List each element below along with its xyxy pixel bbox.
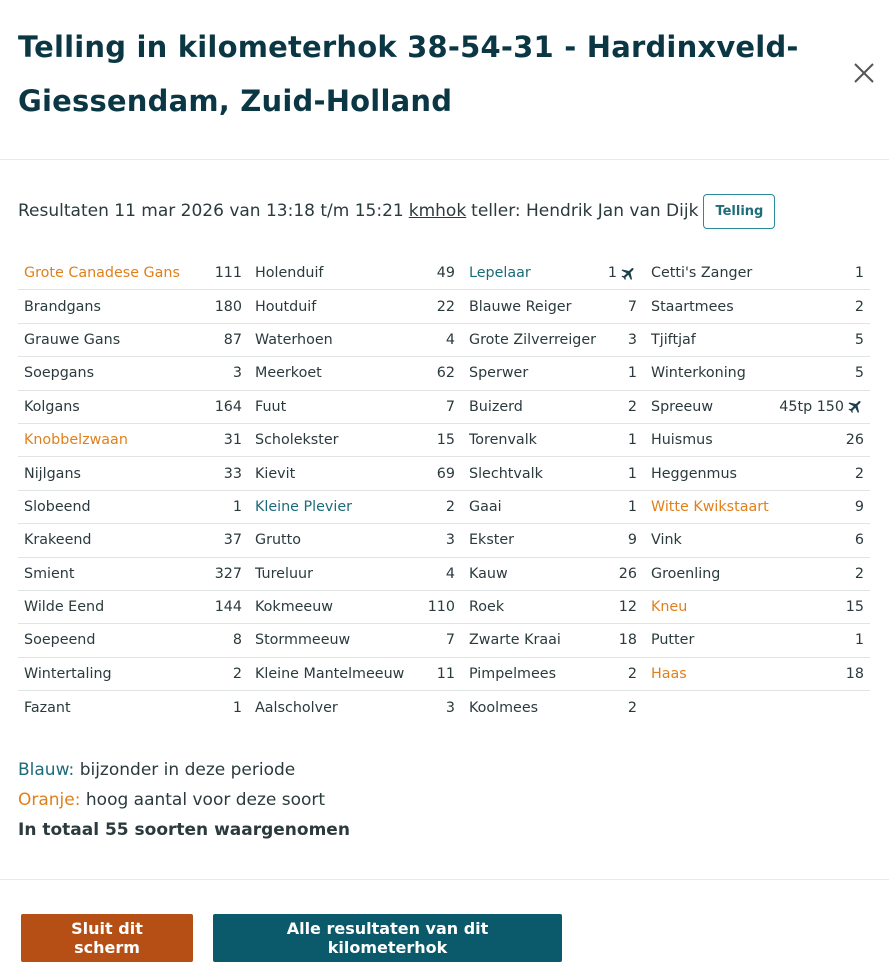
species-cell[interactable] xyxy=(248,558,462,590)
species-cell[interactable] xyxy=(644,524,870,556)
species-name: Slobeend xyxy=(24,498,91,515)
species-cell[interactable] xyxy=(462,391,644,423)
dialog-header xyxy=(0,0,889,160)
species-count-value: 45tp 150 xyxy=(779,398,844,415)
species-count-value: 8 xyxy=(232,632,242,649)
species-count xyxy=(437,299,455,315)
species-count-value: 18 xyxy=(618,632,637,649)
species-cell[interactable] xyxy=(18,658,248,690)
species-count xyxy=(233,700,242,716)
species-cell[interactable] xyxy=(18,324,248,356)
species-cell[interactable] xyxy=(462,558,644,590)
species-count-value: 2 xyxy=(627,699,637,716)
species-name: Waterhoen xyxy=(255,331,333,348)
species-count-value: 7 xyxy=(627,298,637,315)
species-cell[interactable] xyxy=(248,658,462,690)
species-count-value: 26 xyxy=(618,565,637,582)
species-name: Buizerd xyxy=(469,398,523,415)
species-count xyxy=(628,466,637,482)
species-count xyxy=(855,365,864,381)
species-count xyxy=(437,365,455,381)
species-count xyxy=(215,299,242,315)
species-count xyxy=(224,532,242,548)
species-count-value: 7 xyxy=(445,632,455,649)
species-cell[interactable] xyxy=(18,524,248,556)
species-count xyxy=(437,666,455,682)
species-cell xyxy=(644,691,870,724)
table-row xyxy=(18,290,870,323)
species-cell[interactable] xyxy=(248,524,462,556)
species-cell[interactable] xyxy=(462,524,644,556)
species-count xyxy=(855,532,864,548)
species-count-value: 87 xyxy=(223,331,242,348)
species-name: Soepgans xyxy=(24,365,95,382)
dialog-footer xyxy=(0,879,889,966)
species-count xyxy=(215,566,242,582)
species-count-value: 33 xyxy=(223,465,242,482)
species-name: Staartmees xyxy=(651,298,734,315)
species-count-value: 3 xyxy=(232,365,242,382)
species-count-value: 110 xyxy=(427,599,455,616)
species-count xyxy=(628,666,637,682)
species-count xyxy=(446,499,455,515)
species-name: Soepeend xyxy=(24,632,96,649)
table-row xyxy=(18,591,870,624)
species-name: Groenling xyxy=(651,565,721,582)
species-cell[interactable] xyxy=(248,290,462,322)
table-row xyxy=(18,424,870,457)
species-count xyxy=(628,532,637,548)
species-cell[interactable] xyxy=(644,491,870,523)
species-cell[interactable] xyxy=(248,424,462,456)
species-count-value: 5 xyxy=(854,365,864,382)
legend-orange-text: hoog aantal voor deze soort xyxy=(85,790,326,810)
species-name: Cetti's Zanger xyxy=(651,265,753,282)
species-cell[interactable] xyxy=(248,457,462,489)
species-name: Stormmeeuw xyxy=(255,632,351,649)
species-cell[interactable] xyxy=(462,491,644,523)
species-name: Zwarte Kraai xyxy=(469,632,561,649)
species-name: Winterkoning xyxy=(651,365,746,382)
species-count-value: 3 xyxy=(445,699,455,716)
species-name: Torenvalk xyxy=(469,432,537,449)
species-count xyxy=(628,432,637,448)
results-meta xyxy=(18,193,775,229)
table-row xyxy=(18,391,870,424)
species-count-value: 164 xyxy=(214,398,242,415)
species-count-value: 2 xyxy=(232,665,242,682)
species-count xyxy=(428,599,455,615)
species-count xyxy=(855,299,864,315)
species-cell[interactable] xyxy=(18,558,248,590)
airplane-icon xyxy=(847,398,864,415)
species-count-value: 49 xyxy=(436,265,455,282)
species-cell[interactable] xyxy=(18,457,248,489)
species-count-value: 15 xyxy=(845,599,864,616)
species-count xyxy=(446,700,455,716)
species-count xyxy=(779,398,864,415)
results-period: Resultaten 11 mar 2026 van 13:18 t/m 15:21 xyxy=(18,201,404,221)
species-cell[interactable] xyxy=(462,424,644,456)
species-count xyxy=(446,566,455,582)
species-name: Koolmees xyxy=(469,699,539,716)
species-name: Brandgans xyxy=(24,298,101,315)
species-count xyxy=(215,399,242,415)
species-count-value: 6 xyxy=(854,532,864,549)
species-count-value: 180 xyxy=(214,298,242,315)
species-name: Putter xyxy=(651,632,695,649)
species-count xyxy=(846,666,864,682)
species-count-value: 4 xyxy=(445,331,455,348)
kmhok-link[interactable]: kmhok xyxy=(408,201,467,221)
species-count-value: 1 xyxy=(627,365,637,382)
species-name: Haas xyxy=(651,665,687,682)
table-row xyxy=(18,691,870,724)
dialog-title: Telling in kilometerhok 38-54-31 - Hardinxveld-Giessendam, Zuid-Holland xyxy=(18,30,799,118)
species-name: Blauwe Reiger xyxy=(469,298,572,315)
species-name: Wilde Eend xyxy=(24,599,105,616)
species-name: Knobbelzwaan xyxy=(24,432,128,449)
species-count-value: 1 xyxy=(232,699,242,716)
species-table xyxy=(18,257,870,724)
species-cell[interactable] xyxy=(644,658,870,690)
species-cell[interactable] xyxy=(462,591,644,623)
table-row xyxy=(18,357,870,390)
species-name: Kleine Mantelmeeuw xyxy=(255,665,405,682)
species-cell[interactable] xyxy=(18,624,248,656)
species-count-value: 327 xyxy=(214,565,242,582)
species-name: Gaai xyxy=(469,498,502,515)
species-count xyxy=(628,365,637,381)
species-count-value: 2 xyxy=(854,298,864,315)
species-count xyxy=(233,632,242,648)
species-count xyxy=(619,632,637,648)
species-count xyxy=(628,499,637,515)
species-name: Pimpelmees xyxy=(469,665,557,682)
species-count-value: 5 xyxy=(854,331,864,348)
species-cell[interactable] xyxy=(248,591,462,623)
legend-blue xyxy=(18,757,350,787)
telling-badge[interactable]: Telling xyxy=(703,194,775,229)
species-name: Heggenmus xyxy=(651,465,737,482)
species-count-value: 1 xyxy=(607,265,617,282)
species-count-value: 3 xyxy=(445,532,455,549)
species-count xyxy=(855,566,864,582)
species-name: Fazant xyxy=(24,699,71,716)
species-cell[interactable] xyxy=(248,624,462,656)
species-cell[interactable] xyxy=(644,624,870,656)
species-count xyxy=(233,365,242,381)
species-cell[interactable] xyxy=(462,658,644,690)
table-row xyxy=(18,491,870,524)
species-count xyxy=(233,499,242,515)
species-count-value: 11 xyxy=(436,665,455,682)
species-count-value: 2 xyxy=(627,398,637,415)
species-name: Kolgans xyxy=(24,398,80,415)
species-count xyxy=(233,666,242,682)
species-count xyxy=(846,599,864,615)
species-count-value: 26 xyxy=(845,432,864,449)
species-count xyxy=(855,499,864,515)
species-count xyxy=(446,332,455,348)
species-cell[interactable] xyxy=(462,290,644,322)
table-row xyxy=(18,658,870,691)
table-row xyxy=(18,524,870,557)
species-count xyxy=(855,632,864,648)
species-count-value: 18 xyxy=(845,665,864,682)
legend-blue-text: bijzonder in deze periode xyxy=(79,760,296,780)
species-count-value: 1 xyxy=(232,498,242,515)
species-cell[interactable] xyxy=(18,290,248,322)
species-cell[interactable] xyxy=(462,357,644,389)
species-name: Witte Kwikstaart xyxy=(651,498,769,515)
legend-blue-key: Blauw: xyxy=(18,760,75,780)
species-count xyxy=(224,432,242,448)
species-cell[interactable] xyxy=(644,324,870,356)
species-count xyxy=(619,566,637,582)
species-count xyxy=(855,265,864,281)
species-cell[interactable] xyxy=(18,257,248,289)
species-name: Kleine Plevier xyxy=(255,498,353,515)
species-count xyxy=(215,599,242,615)
species-cell[interactable] xyxy=(462,457,644,489)
species-count-value: 3 xyxy=(627,331,637,348)
species-count xyxy=(628,299,637,315)
species-count xyxy=(215,265,242,281)
species-name: Tjiftjaf xyxy=(651,331,696,348)
species-name: Lepelaar xyxy=(469,265,531,282)
species-count-value: 1 xyxy=(627,465,637,482)
species-name: Scholekster xyxy=(255,432,339,449)
species-count xyxy=(224,332,242,348)
species-count-value: 1 xyxy=(854,632,864,649)
species-count-value: 1 xyxy=(854,265,864,282)
species-cell[interactable] xyxy=(644,257,870,289)
species-name: Smient xyxy=(24,565,75,582)
species-name: Houtduif xyxy=(255,298,317,315)
species-name: Kievit xyxy=(255,465,296,482)
species-name: Grote Zilverreiger xyxy=(469,331,597,348)
counter-name: teller: Hendrik Jan van Dijk xyxy=(471,201,699,221)
species-count-value: 31 xyxy=(223,432,242,449)
species-cell[interactable] xyxy=(248,257,462,289)
species-name: Meerkoet xyxy=(255,365,322,382)
species-cell[interactable] xyxy=(462,324,644,356)
species-cell[interactable] xyxy=(18,424,248,456)
species-count-value: 9 xyxy=(627,532,637,549)
species-count-value: 2 xyxy=(854,465,864,482)
species-cell[interactable] xyxy=(462,624,644,656)
table-row xyxy=(18,257,870,290)
species-name: Huismus xyxy=(651,432,713,449)
species-name: Grutto xyxy=(255,532,301,549)
species-name: Spreeuw xyxy=(651,398,714,415)
species-cell[interactable] xyxy=(462,257,644,289)
species-count-value: 62 xyxy=(436,365,455,382)
species-name: Tureluur xyxy=(255,565,313,582)
species-cell[interactable] xyxy=(248,491,462,523)
species-cell[interactable] xyxy=(18,691,248,724)
species-count-value: 4 xyxy=(445,565,455,582)
species-count xyxy=(446,632,455,648)
species-count-value: 9 xyxy=(854,498,864,515)
species-count xyxy=(437,265,455,281)
species-name: Vink xyxy=(651,532,682,549)
species-count xyxy=(628,332,637,348)
species-count-value: 12 xyxy=(618,599,637,616)
species-cell[interactable] xyxy=(644,290,870,322)
species-cell[interactable] xyxy=(644,424,870,456)
species-count-value: 37 xyxy=(223,532,242,549)
close-screen-button[interactable]: Sluit dit scherm xyxy=(21,914,193,962)
species-count xyxy=(628,700,637,716)
species-count-value: 69 xyxy=(436,465,455,482)
table-row xyxy=(18,457,870,490)
species-cell[interactable] xyxy=(644,591,870,623)
species-name: Ekster xyxy=(469,532,515,549)
table-row xyxy=(18,624,870,657)
close-icon[interactable] xyxy=(849,58,879,88)
species-count xyxy=(855,332,864,348)
species-name: Wintertaling xyxy=(24,665,112,682)
species-count-value: 144 xyxy=(214,599,242,616)
legend-orange xyxy=(18,787,350,817)
legend-orange-key: Oranje: xyxy=(18,790,81,810)
species-count-value: 1 xyxy=(627,498,637,515)
species-cell[interactable] xyxy=(644,457,870,489)
species-count xyxy=(446,532,455,548)
species-count-value: 15 xyxy=(436,432,455,449)
species-cell[interactable] xyxy=(18,591,248,623)
species-total: In totaal 55 soorten waargenomen xyxy=(18,820,350,840)
species-name: Holenduif xyxy=(255,265,324,282)
species-count xyxy=(224,466,242,482)
table-row xyxy=(18,558,870,591)
species-cell[interactable] xyxy=(248,691,462,724)
species-count-value: 22 xyxy=(436,298,455,315)
species-cell[interactable] xyxy=(18,391,248,423)
species-name: Kneu xyxy=(651,599,688,616)
species-name: Aalscholver xyxy=(255,699,338,716)
species-cell[interactable] xyxy=(644,558,870,590)
species-name: Grauwe Gans xyxy=(24,331,121,348)
species-name: Kokmeeuw xyxy=(255,599,333,616)
species-count xyxy=(446,399,455,415)
all-results-button[interactable]: Alle resultaten van dit kilometerhok xyxy=(213,914,562,962)
species-count xyxy=(437,466,455,482)
species-cell[interactable] xyxy=(248,324,462,356)
species-count-value: 2 xyxy=(445,498,455,515)
species-count xyxy=(437,432,455,448)
species-cell[interactable] xyxy=(644,391,870,423)
species-name: Nijlgans xyxy=(24,465,81,482)
species-count-value: 2 xyxy=(627,665,637,682)
species-name: Roek xyxy=(469,599,505,616)
table-row xyxy=(18,324,870,357)
species-name: Kauw xyxy=(469,565,508,582)
species-count xyxy=(619,599,637,615)
species-count-value: 111 xyxy=(214,265,242,282)
species-count xyxy=(846,432,864,448)
species-name: Slechtvalk xyxy=(469,465,543,482)
species-count-value: 7 xyxy=(445,398,455,415)
species-name: Krakeend xyxy=(24,532,92,549)
species-cell[interactable] xyxy=(248,391,462,423)
species-name: Sperwer xyxy=(469,365,529,382)
species-cell[interactable] xyxy=(18,491,248,523)
airplane-icon xyxy=(620,265,637,282)
species-name: Grote Canadese Gans xyxy=(24,265,180,282)
species-cell[interactable] xyxy=(462,691,644,724)
species-cell[interactable] xyxy=(18,357,248,389)
species-count xyxy=(628,399,637,415)
species-cell[interactable] xyxy=(248,357,462,389)
species-name: Fuut xyxy=(255,398,287,415)
species-count-value: 1 xyxy=(627,432,637,449)
species-count xyxy=(608,265,637,282)
species-cell[interactable] xyxy=(644,357,870,389)
legend xyxy=(18,757,350,847)
species-count xyxy=(855,466,864,482)
species-count-value: 2 xyxy=(854,565,864,582)
